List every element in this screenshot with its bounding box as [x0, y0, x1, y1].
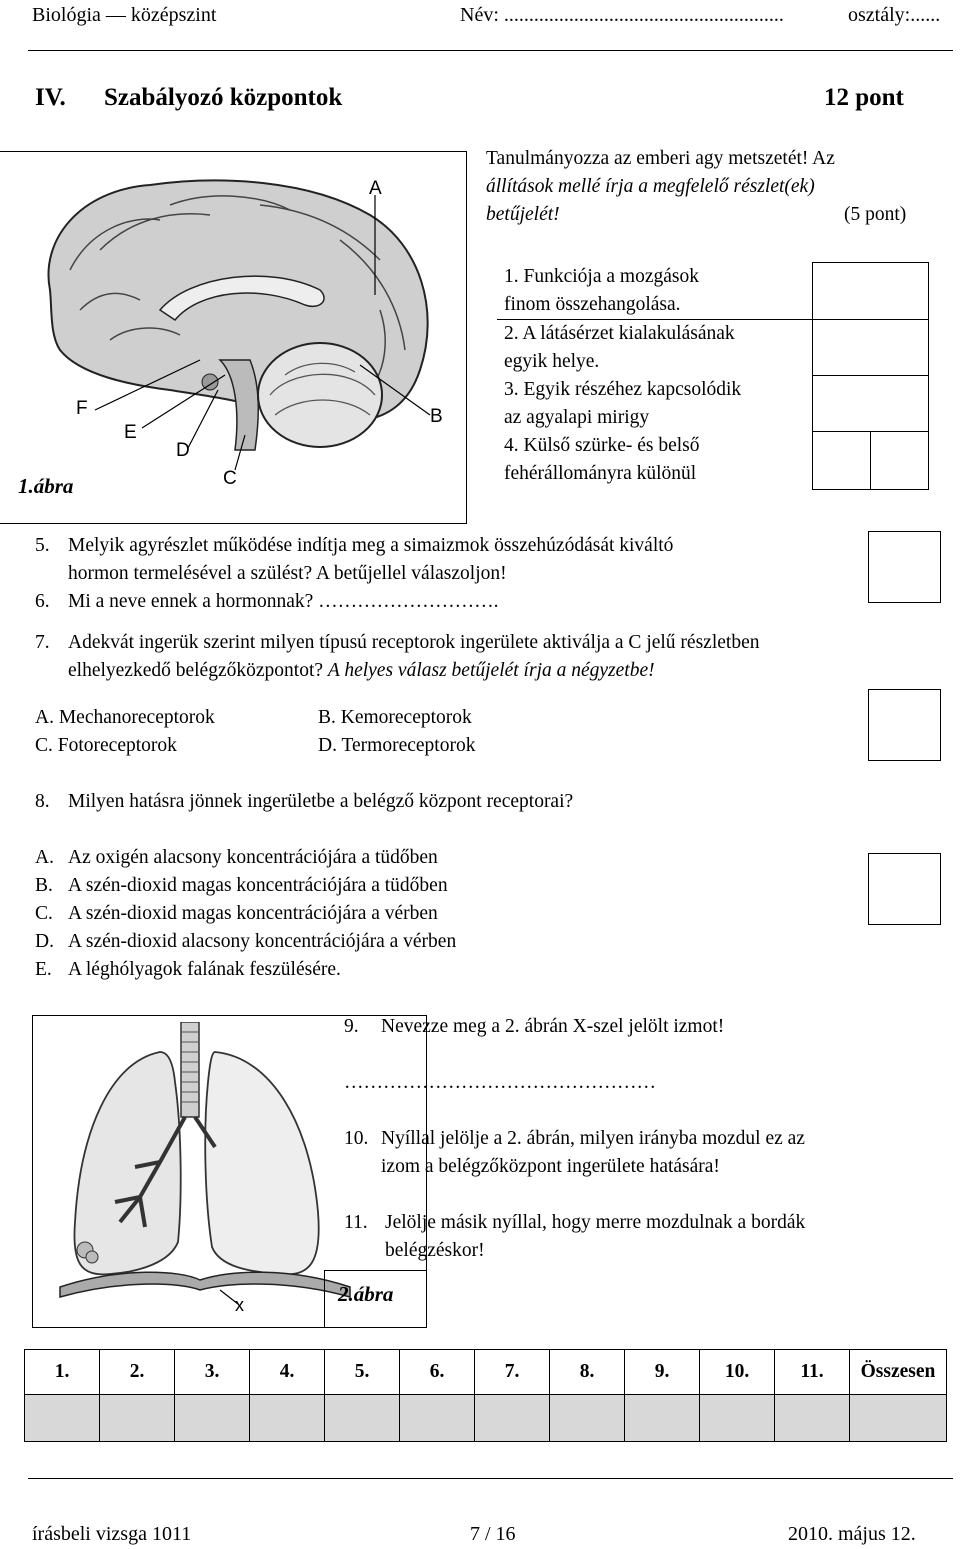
footer-date: 2010. május 12. [788, 1523, 916, 1545]
header-rule [28, 50, 953, 51]
answer-box-4b[interactable] [870, 432, 928, 490]
q5-answer-box[interactable] [868, 531, 941, 603]
score-cell-11[interactable] [775, 1395, 850, 1442]
q8-text: Milyen hatásra jönnek ingerületbe a belégző központ receptorai? [68, 791, 574, 812]
q7-line2: elhelyezkedő belégzőközpontot? [68, 660, 324, 681]
q7-text [68, 629, 948, 685]
q7-answer-box[interactable] [868, 689, 941, 761]
q6-text: Mi a neve ennek a hormonnak? [68, 591, 314, 612]
score-cell-total[interactable] [850, 1395, 947, 1442]
statements-table [497, 262, 929, 490]
score-header-6: 6. [400, 1350, 475, 1395]
q7-instruction: A helyes válasz betűjelét írja a négyzetbe! [327, 660, 655, 681]
figure2-caption: 2.ábra [338, 1282, 394, 1306]
header-subject: Biológia — középszint [32, 4, 217, 26]
statement-1-line1: 1. Funkciója a mozgások [504, 265, 699, 287]
q7-option-a: A. Mechanoreceptorok [35, 707, 215, 728]
q11-line2: belégzéskor! [385, 1240, 485, 1261]
figure2-x-label: x [235, 1295, 244, 1315]
header-class: osztály:...... [848, 4, 941, 26]
footer-rule [28, 1478, 953, 1479]
q11-line1: Jelölje másik nyíllal, hogy merre mozdulnak a bordák [385, 1212, 806, 1233]
statement-2-line2: egyik helye. [504, 350, 600, 372]
q8-option-c-letter: C. [35, 903, 53, 924]
q8-option-a: Az oxigén alacsony koncentrációjára a tüdőben [68, 847, 438, 868]
score-cell-1[interactable] [25, 1395, 100, 1442]
brain-label-a: A [369, 178, 382, 199]
brain-label-f: F [76, 398, 88, 419]
score-header-8: 8. [550, 1350, 625, 1395]
statement-4-line2: fehérállományra különül [504, 462, 697, 484]
q5-line2: hormon termelésével a szülést? A betűjellel válaszoljon! [68, 563, 507, 584]
q10-number: 10. [344, 1128, 369, 1149]
score-header-total: Összesen [850, 1350, 947, 1395]
section-number: IV. [35, 84, 66, 111]
q10-line1: Nyíllal jelölje a 2. ábrán, milyen irányba mozdul ez az [381, 1128, 805, 1149]
q8-option-d: A szén-dioxid alacsony koncentrációjára a vérben [68, 931, 457, 952]
score-table [24, 1349, 947, 1442]
q8-option-a-letter: A. [35, 847, 54, 868]
brain-label-b: B [430, 406, 443, 427]
score-cell-5[interactable] [325, 1395, 400, 1442]
section-points: 12 pont [824, 84, 904, 111]
q8-option-b: A szén-dioxid magas koncentrációjára a tüdőben [68, 875, 448, 896]
footer-left: írásbeli vizsga 1011 [32, 1523, 192, 1545]
q8-option-d-letter: D. [35, 931, 54, 952]
score-cell-2[interactable] [100, 1395, 175, 1442]
score-header-11: 11. [775, 1350, 850, 1395]
figure1-caption: 1.ábra [18, 474, 74, 498]
score-cell-4[interactable] [250, 1395, 325, 1442]
footer-page: 7 / 16 [470, 1523, 516, 1545]
q7-option-c: C. Fotoreceptorok [35, 735, 177, 756]
q8-option-e: A léghólyagok falának feszülésére. [68, 959, 341, 980]
score-cell-7[interactable] [475, 1395, 550, 1442]
q6-number: 6. [35, 591, 50, 612]
score-header-2: 2. [100, 1350, 175, 1395]
brain-label-c: C [223, 468, 237, 489]
q7-option-d: D. Termoreceptorok [318, 735, 476, 756]
score-cell-3[interactable] [175, 1395, 250, 1442]
brain-label-d: D [176, 440, 190, 461]
statement-3-line1: 3. Egyik részéhez kapcsolódik [504, 378, 742, 400]
q8-option-c: A szén-dioxid magas koncentrációjára a vérben [68, 903, 438, 924]
q8-answer-box[interactable] [868, 853, 941, 925]
header-name: Név: ........................................................ [460, 4, 784, 26]
score-header-7: 7. [475, 1350, 550, 1395]
q6-question [68, 588, 499, 616]
q10-text [381, 1125, 941, 1181]
q5-line1: Melyik agyrészlet működése indítja meg a simaizmok összehúzódását kiváltó [68, 535, 674, 556]
intro-line3: betűjelét! [486, 204, 560, 225]
intro-line2: állítások mellé írja a megfelelő részlet(ek) [486, 176, 815, 197]
q11-text [385, 1209, 945, 1265]
score-header-10: 10. [700, 1350, 775, 1395]
score-cell-6[interactable] [400, 1395, 475, 1442]
answer-box-2[interactable] [812, 319, 928, 376]
answer-box-1[interactable] [812, 263, 928, 320]
intro-points: (5 pont) [844, 204, 907, 225]
statement-2-line1: 2. A látásérzet kialakulásának [504, 322, 735, 344]
score-header-5: 5. [325, 1350, 400, 1395]
brain-illustration [20, 160, 460, 500]
score-cell-9[interactable] [625, 1395, 700, 1442]
statement-1-line2: finom összehangolása. [504, 293, 681, 315]
q11-number: 11. [344, 1212, 368, 1233]
statement-4-line1: 4. Külső szürke- és belső [504, 434, 700, 456]
q5-number: 5. [35, 535, 50, 556]
score-header-1: 1. [25, 1350, 100, 1395]
q7-line1: Adekvát ingerük szerint milyen típusú receptorok ingerülete aktiválja a C jelű részletben [68, 632, 760, 653]
intro-text [486, 145, 926, 229]
q9-text: Nevezze meg a 2. ábrán X-szel jelölt izmot! [381, 1016, 725, 1037]
score-header-4: 4. [250, 1350, 325, 1395]
q9-answer-dots[interactable]: ………………………………………… [344, 1072, 656, 1093]
score-cell-10[interactable] [700, 1395, 775, 1442]
q10-line2: izom a belégzőközpont ingerülete hatására! [381, 1156, 720, 1177]
score-cell-8[interactable] [550, 1395, 625, 1442]
score-header-3: 3. [175, 1350, 250, 1395]
answer-box-4a[interactable] [812, 432, 870, 490]
q8-option-e-letter: E. [35, 959, 52, 980]
q8-option-b-letter: B. [35, 875, 53, 896]
brain-label-e: E [124, 422, 137, 443]
score-header-9: 9. [625, 1350, 700, 1395]
q7-option-b: B. Kemoreceptorok [318, 707, 472, 728]
statement-3-line2: az agyalapi mirigy [504, 406, 650, 428]
answer-box-3[interactable] [812, 376, 928, 432]
q5-text [68, 532, 858, 588]
q6-answer-dots[interactable]: ………………………. [318, 591, 499, 612]
section-title: Szabályozó központok [104, 84, 343, 111]
q8-number: 8. [35, 791, 50, 812]
intro-line1: Tanulmányozza az emberi agy metszetét! Az [486, 148, 835, 169]
q7-number: 7. [35, 632, 50, 653]
q9-number: 9. [344, 1016, 359, 1037]
